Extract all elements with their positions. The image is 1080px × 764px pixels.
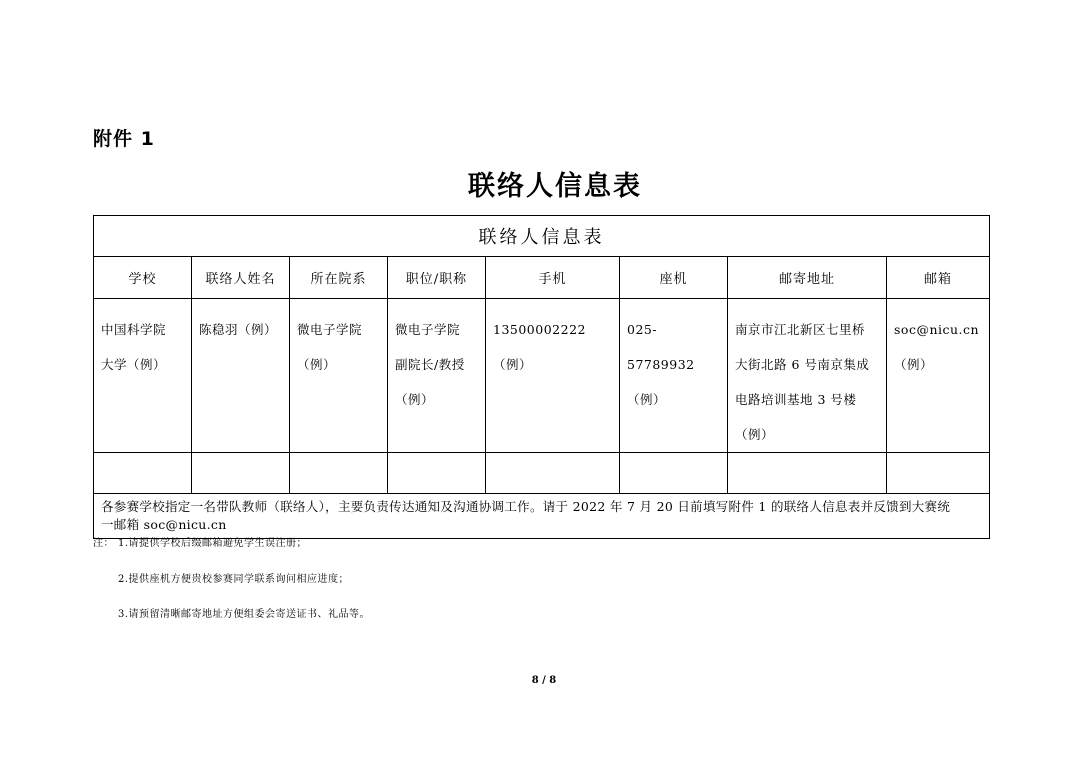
header-position: 职位/职称 [388, 257, 486, 299]
cell-line: （例） [735, 427, 775, 442]
table-footer-note [94, 494, 990, 539]
note-item: 2.提供座机方便贵校参赛同学联系询问相应进度； [118, 574, 350, 585]
cell-line: 电路培训基地 3 号楼 [735, 392, 857, 407]
header-address: 邮寄地址 [728, 257, 887, 299]
footer-note-line: 各参赛学校指定一名带队教师（联络人），主要负责传达通知及沟通协调工作。请于 2022 年 7 月 20 日前填写附件 1 的联络人信息表并反馈到大赛统 [101, 499, 951, 514]
header-mobile: 手机 [486, 257, 620, 299]
cell-line: soc@nicu.cn [894, 322, 980, 337]
empty-cell[interactable] [620, 453, 728, 494]
cell-line: 陈稳羽（例） [199, 322, 278, 337]
cell-contact-name [192, 299, 290, 453]
cell-line: 南京市江北新区七里桥 [735, 322, 866, 337]
header-contact-name: 联络人姓名 [192, 257, 290, 299]
header-landline: 座机 [620, 257, 728, 299]
table-caption: 联络人信息表 [94, 216, 990, 257]
cell-position [388, 299, 486, 453]
header-email: 邮箱 [887, 257, 990, 299]
cell-line: 13500002222（例） [493, 322, 586, 372]
table-header-row [94, 257, 990, 299]
cell-address [728, 299, 887, 453]
cell-line: 微电子学院 [297, 322, 363, 337]
note-item: 1.请提供学校后缀邮箱避免学生误注册； [118, 538, 308, 549]
attachment-label: 附件 1 [93, 128, 155, 150]
empty-cell[interactable] [887, 453, 990, 494]
cell-school [94, 299, 192, 453]
table-row [94, 299, 990, 453]
header-department: 所在院系 [290, 257, 388, 299]
empty-cell[interactable] [192, 453, 290, 494]
cell-line: 大学（例） [101, 357, 167, 372]
cell-line: 副院长/教授 [395, 357, 465, 372]
empty-cell[interactable] [486, 453, 620, 494]
note-item: 3.请预留清晰邮寄地址方便组委会寄送证书、礼品等。 [118, 609, 371, 620]
empty-cell[interactable] [388, 453, 486, 494]
cell-line: 025-57789932 [627, 322, 695, 372]
empty-cell[interactable] [290, 453, 388, 494]
header-school: 学校 [94, 257, 192, 299]
cell-landline [620, 299, 728, 453]
empty-table-row [94, 453, 990, 494]
cell-mobile [486, 299, 620, 453]
cell-line: 微电子学院 [395, 322, 461, 337]
empty-cell[interactable] [728, 453, 887, 494]
empty-cell[interactable] [94, 453, 192, 494]
document-title: 联络人信息表 [468, 171, 642, 202]
page-number: 8 / 8 [531, 675, 557, 686]
cell-line: （例） [395, 392, 435, 407]
cell-line: （例） [627, 392, 667, 407]
cell-line: （例） [894, 357, 934, 372]
footer-note-line: 一邮箱 soc@nicu.cn [101, 517, 227, 532]
cell-line: （例） [297, 357, 337, 372]
notes-prefix: 注： [93, 538, 114, 549]
cell-department [290, 299, 388, 453]
contact-info-table [93, 215, 990, 539]
cell-line: 中国科学院 [101, 322, 167, 337]
cell-email [887, 299, 990, 453]
cell-line: 大街北路 6 号南京集成 [735, 357, 870, 372]
